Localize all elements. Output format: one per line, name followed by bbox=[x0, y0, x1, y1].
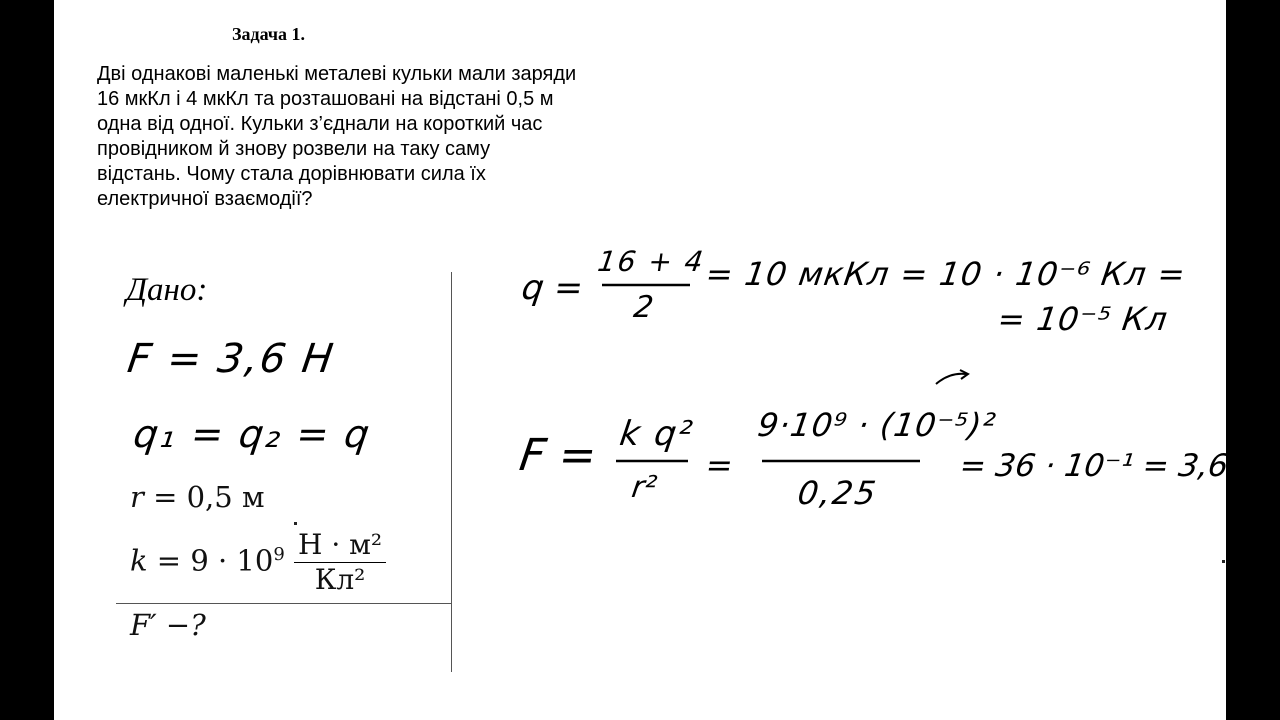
problem-text: Дві однакові маленькі металеві кульки мали заряди 16 мкКл і 4 мкКл та розташовані на відстані 0,5 м одна від одної. Кульки з’єднали на короткий час провідником й знову розвели на таку саму відстань. Чому стала дорівнювати сила їх електричної взаємодії? bbox=[97, 63, 577, 210]
unknown-label: F′ −? bbox=[130, 608, 206, 642]
distance-symbol: r bbox=[130, 480, 144, 514]
stray-dot-right bbox=[1222, 560, 1225, 563]
given-heading: Дано: bbox=[126, 272, 208, 308]
force-fraction-bar bbox=[616, 458, 696, 464]
given-charges: q₁ = q₂ = q bbox=[130, 412, 374, 456]
force-numerator: k q² bbox=[617, 414, 697, 454]
correction-arrow bbox=[934, 368, 974, 388]
constant-units-denominator: Кл² bbox=[314, 563, 366, 596]
force-denominator: r² bbox=[629, 470, 659, 505]
force-result: = 36 · 10⁻¹ = 3,6 Н bbox=[957, 448, 1264, 484]
constant-symbol: k bbox=[130, 543, 148, 578]
given-divider-vertical bbox=[451, 272, 452, 672]
charge-result-continued: = 10⁻⁵ Кл bbox=[995, 300, 1171, 338]
force-numerator-values: 9·10⁹ · (10⁻⁵)² bbox=[755, 406, 999, 444]
constant-value: = 9 · 10 bbox=[156, 543, 274, 578]
charge-lhs: q = bbox=[519, 268, 586, 308]
force-equals: = bbox=[703, 446, 736, 484]
problem-title: Задача 1. bbox=[232, 24, 306, 44]
given-unknown bbox=[130, 608, 206, 642]
given-coulomb-constant bbox=[130, 528, 386, 597]
constant-units bbox=[294, 528, 386, 597]
charge-result: = 10 мкКл = 10 · 10⁻⁶ Кл = bbox=[703, 255, 1189, 293]
charge-denominator: 2 bbox=[631, 290, 656, 325]
given-force: F = 3,6 Н bbox=[124, 336, 338, 382]
given-distance bbox=[130, 480, 265, 514]
constant-exponent: 9 bbox=[273, 543, 285, 565]
given-divider-horizontal bbox=[116, 603, 452, 604]
worksheet-page bbox=[54, 0, 1264, 720]
charge-numerator: 16 + 4 bbox=[595, 245, 708, 278]
force-denominator-value: 0,25 bbox=[795, 474, 880, 512]
force-lhs: F = bbox=[516, 430, 600, 481]
charge-fraction-bar bbox=[602, 282, 694, 288]
stray-dot bbox=[294, 522, 297, 525]
constant-units-numerator: Н · м² bbox=[294, 528, 386, 563]
distance-value: = 0,5 м bbox=[153, 480, 265, 514]
force-values-fraction-bar bbox=[762, 458, 924, 464]
